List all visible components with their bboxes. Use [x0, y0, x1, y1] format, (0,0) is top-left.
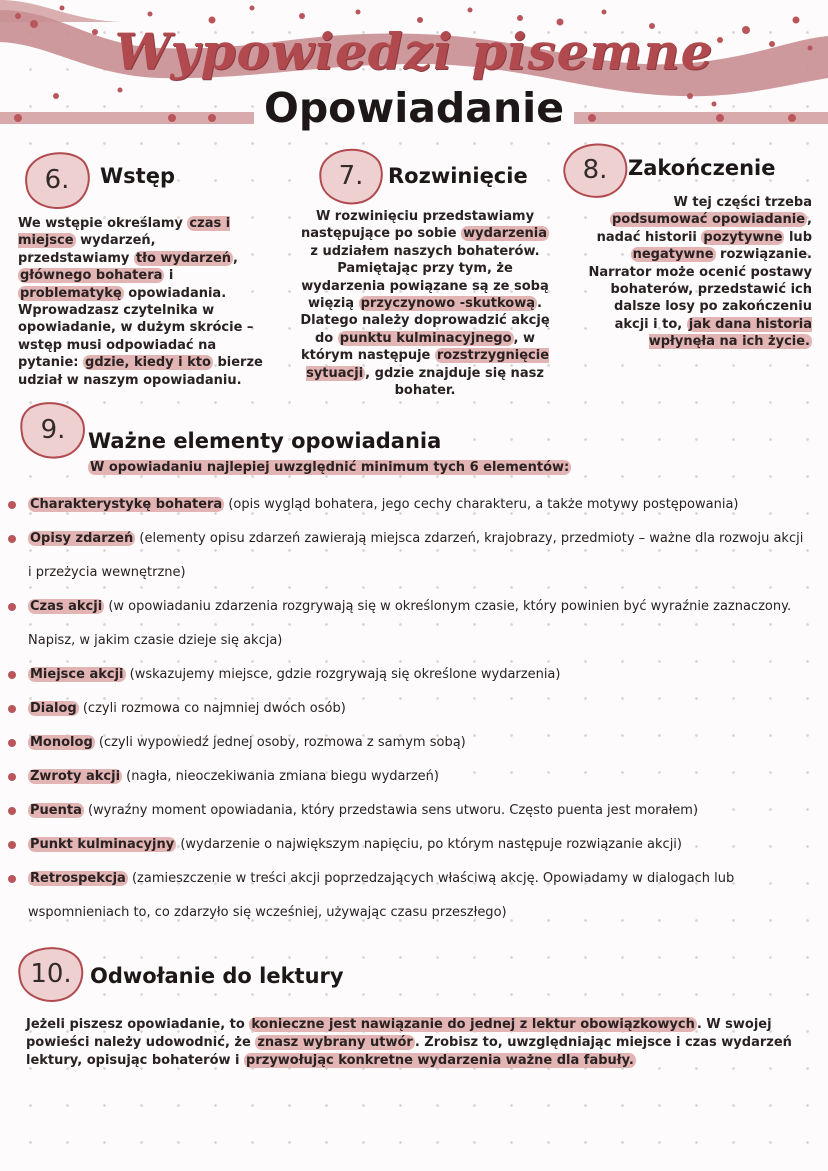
- list-item-term: Charakterystykę bohatera: [30, 497, 223, 512]
- list-item: [8, 522, 808, 590]
- highlighted-phrase: punktu kulminacyjnego: [339, 330, 512, 346]
- list-item-description: (czyli wypowiedź jednej osoby, rozmowa z samym sobą): [94, 735, 466, 750]
- list-item-description: (czyli rozmowa co najmniej dwóch osób): [78, 701, 346, 716]
- highlighted-phrase: podsumować opowiadanie: [612, 212, 806, 228]
- text-segment: . Dlatego należy doprowadzić akcję do: [300, 296, 550, 346]
- list-item: [8, 862, 808, 930]
- text-segment: , gdzie znajduje się nasz bohater.: [365, 365, 544, 399]
- list-item: [8, 828, 808, 862]
- section-9-title: Ważne elementy opowiadania: [88, 429, 442, 453]
- list-item-term: Punkt kulminacyjny: [30, 837, 175, 852]
- list-item-description: (w opowiadaniu zdarzenia rozgrywają się w określonym czasie, który powinien być wyraźnie zaznaczony. Napisz, w jakim czasie dzieje się akcja): [28, 599, 792, 648]
- list-item-term: Puenta: [30, 803, 82, 818]
- section-10-title: Odwołanie do lektury: [90, 964, 344, 988]
- text-segment: i: [164, 268, 174, 284]
- text-segment: W rozwinięciu przedstawiamy następujące po sobie: [300, 209, 535, 242]
- highlighted-phrase: tło wydarzeń: [135, 250, 232, 266]
- highlighted-phrase: głównego bohatera: [20, 268, 163, 284]
- list-item: [8, 590, 808, 658]
- section-7-title: Rozwinięcie: [388, 164, 528, 188]
- text-segment: W tej części trzeba: [673, 195, 812, 210]
- highlighted-phrase: gdzie, kiedy i kto: [85, 355, 211, 371]
- list-item-description: (wyraźny moment opowiadania, który przedstawia sens utworu. Często puenta jest morałem): [83, 803, 699, 818]
- list-item-description: (elementy opisu zdarzeń zawierają miejsca zdarzeń, krajobrazy, przedmioty – ważne dla rozwoju akcji i przeżycia wewnętrzne): [28, 531, 804, 580]
- highlighted-phrase: negatywne: [632, 247, 714, 263]
- list-item-term: Monolog: [30, 735, 93, 750]
- section-10-badge: [16, 944, 86, 1004]
- text-segment: , nadać historii: [596, 212, 812, 245]
- section-9-subtitle: [88, 460, 571, 475]
- section-7-number: 7.: [338, 161, 364, 191]
- list-item: [8, 760, 808, 794]
- page-title: [0, 84, 828, 132]
- text-segment: rozwiązanie. Narrator może ocenić postawy bohaterów, przedstawić ich dalsze losy po zakończeniu akcji i to,: [588, 247, 812, 332]
- highlighted-phrase: wydarzenia: [463, 226, 547, 242]
- highlighted-phrase: czas i miejsce: [18, 216, 231, 249]
- highlighted-phrase: pozytywne: [703, 229, 783, 245]
- list-item-term: Miejsce akcji: [30, 667, 124, 682]
- highlighted-phrase: konieczne jest nawiązanie do jednej z lektur obowiązkowych: [251, 1017, 695, 1032]
- highlighted-phrase: rozstrzygnięcie sytuacji: [306, 348, 550, 381]
- text-segment: bierze udział w naszym opowiadaniu.: [18, 355, 263, 388]
- list-item-term: Czas akcji: [30, 599, 103, 614]
- section-8-badge: [560, 140, 630, 200]
- text-segment: Jeżeli piszesz opowiadanie, to: [26, 1017, 250, 1032]
- list-item: [8, 794, 808, 828]
- section-6-title: Wstęp: [100, 164, 175, 188]
- list-item: [8, 726, 808, 760]
- text-segment: ,: [233, 250, 238, 266]
- section-9-subtitle-text: W opowiadaniu najlepiej uwzględnić minimum tych 6 elementów:: [90, 460, 570, 475]
- list-item: [8, 488, 808, 522]
- section-8-title: Zakończenie: [628, 156, 776, 180]
- script-title: Wypowiedzi pisemne: [114, 22, 714, 81]
- list-item: [8, 692, 808, 726]
- highlighted-phrase: przywołując konkretne wydarzenia ważne dla fabuły.: [246, 1053, 634, 1068]
- section-6-badge: [22, 150, 92, 210]
- list-item: [8, 658, 808, 692]
- section-9-number: 9.: [40, 415, 66, 445]
- highlighted-phrase: problematykę: [20, 285, 122, 301]
- highlighted-phrase: jak dana historia wpłynęła na ich życie.: [648, 316, 812, 350]
- text-segment: z udziałem naszych bohaterów. Pamiętając przy tym, że wydarzenia powiązane są ze sobą więzią: [301, 243, 549, 312]
- elements-list: [8, 488, 808, 930]
- highlighted-phrase: znasz wybrany utwór: [257, 1035, 413, 1050]
- section-7-badge: [316, 146, 386, 206]
- section-10-text: [26, 1016, 802, 1070]
- section-6-text: [18, 215, 268, 389]
- section-6-number: 6.: [44, 165, 70, 195]
- list-item-description: (opis wygląd bohatera, jego cechy charakteru, a także motywy postępowania): [224, 497, 739, 512]
- text-segment: . Zrobisz to, uwzględniając miejsce i czas wydarzeń lektury, opisując bohaterów i: [26, 1035, 792, 1068]
- page-title-text: Opowiadanie: [254, 84, 574, 132]
- text-segment: wydarzeń, przedstawiamy: [18, 233, 156, 266]
- list-item-term: Dialog: [30, 701, 77, 716]
- section-10-number: 10.: [30, 959, 72, 989]
- list-item-description: (zamieszczenie w treści akcji poprzedzających właściwą akcję. Opowiadamy w dialogach lub wspomnieniach to, co zdarzyło się wcześniej, używając czasu przeszłego): [28, 871, 735, 920]
- text-segment: . W swojej powieści należy udowodnić, że: [26, 1017, 772, 1050]
- text-segment: , w którym następuje: [300, 330, 536, 364]
- section-7-text: [298, 208, 552, 399]
- text-segment: opowiadania. Wprowadzasz czytelnika w opowiadanie, w dużym skrócie – wstęp musi odpowiadać na pytanie:: [18, 285, 254, 371]
- highlighted-phrase: przyczynowo -skutkową: [360, 296, 536, 312]
- list-item-term: Zwroty akcji: [30, 769, 121, 784]
- list-item-description: (wydarzenie o największym napięciu, po którym następuje rozwiązanie akcji): [176, 837, 682, 852]
- section-8-number: 8.: [582, 155, 608, 185]
- text-segment: We wstępie określamy: [18, 216, 188, 231]
- list-item-description: (nagła, nieoczekiwania zmiana biegu wydarzeń): [122, 769, 439, 784]
- list-item-description: (wskazujemy miejsce, gdzie rozgrywają się określone wydarzenia): [125, 667, 561, 682]
- section-8-text: [586, 194, 812, 351]
- list-item-term: Opisy zdarzeń: [30, 531, 134, 546]
- section-9-badge: [18, 400, 88, 460]
- list-item-term: Retrospekcja: [30, 871, 126, 886]
- text-segment: lub: [784, 229, 812, 245]
